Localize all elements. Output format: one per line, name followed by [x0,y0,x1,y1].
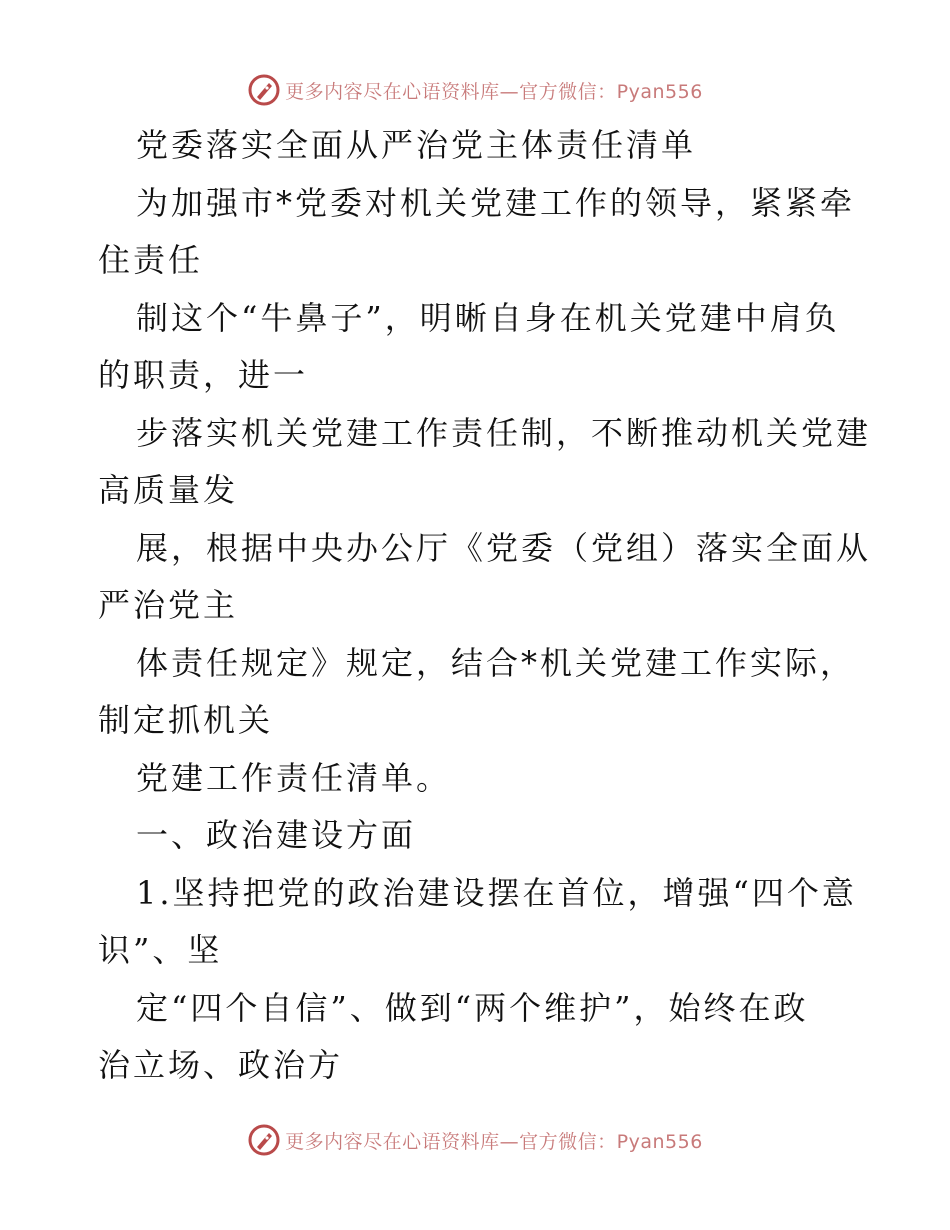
header-banner-text: 更多内容尽在心语资料库—官方微信：Pyan556 [285,80,703,103]
document-line: 住责任 [98,241,204,279]
document-line: 一、政治建设方面 [136,816,417,854]
document-line: 的职责，进一 [98,356,309,394]
document-line: 高质量发 [98,471,239,509]
document-line: 党委落实全面从严治党主体责任清单 [136,126,697,164]
document-line: 为加强市*党委对机关党建工作的领导，紧紧牵 [136,183,856,222]
document-line: 定“四个自信”、做到“两个维护”，始终在政 [136,988,809,1027]
footer-watermark-banner [0,1120,950,1160]
header-watermark-banner [0,70,950,110]
document-line: 党建工作责任清单。 [136,758,452,797]
document-line: 严治党主 [98,586,239,624]
document-line: 体责任规定》规定，结合*机关党建工作实际， [136,643,856,682]
document-line: 制定抓机关 [98,701,274,739]
document-body [98,117,872,1095]
document-line: 1.坚持把党的政治建设摆在首位，增强“四个意 [136,873,857,912]
pen-nib-logo-icon [247,73,281,107]
document-line: 制这个“牛鼻子”，明晰自身在机关党建中肩负 [136,298,840,337]
document-line: 识”、坚 [98,931,223,969]
pen-nib-logo-icon [247,1123,281,1157]
document-line: 治立场、政治方 [98,1046,344,1084]
document-line: 步落实机关党建工作责任制，不断推动机关党建 [136,413,872,452]
document-line: 展，根据中央办公厅《党委（党组）落实全面从 [136,528,872,567]
footer-banner-text: 更多内容尽在心语资料库—官方微信：Pyan556 [285,1130,703,1153]
